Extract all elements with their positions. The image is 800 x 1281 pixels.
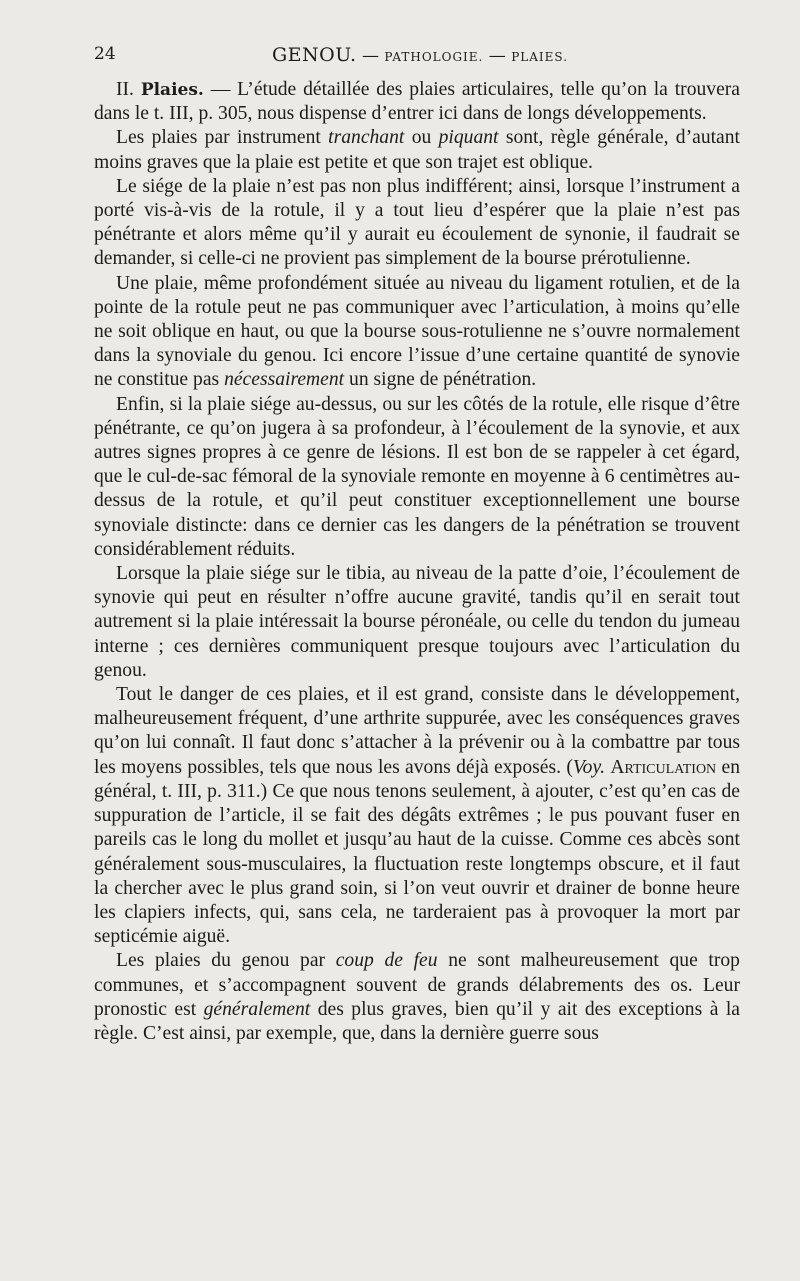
body-text bbox=[94, 78, 740, 1046]
header-title: GENOU. bbox=[272, 44, 357, 66]
paragraph: Les plaies par instrument tranchant ou piquant sont, règle générale, d’autant moins graves que la plaie est petite et que son trajet est oblique. bbox=[94, 127, 740, 173]
running-header bbox=[94, 44, 740, 72]
paragraph: II. Plaies. — L’étude détaillée des plaies articulaires, telle qu’on la trouvera dans le t. III, p. 305, nous dispense d’entrer ici dans de longs développements. bbox=[94, 79, 741, 125]
section-heading: Plaies. bbox=[140, 80, 204, 100]
running-title bbox=[272, 44, 568, 66]
paragraph: Les plaies du genou par coup de feu ne sont malheureusement que trop communes, et s’accompagnent souvent de grands délabrements des os. Leur pronostic est généralement des plus graves, bien qu’il y ait des exceptions à la règle. C’est ainsi, par exemple, que, dans la dernière guerre sous bbox=[94, 950, 740, 1044]
paragraph: Tout le danger de ces plaies, et il est grand, consiste dans le développement, malheureusement fréquent, d’une arthrite suppurée, avec les conséquences graves qu’on lui connaît. Il faut donc s’attacher à la prévenir ou à la combattre par tous les moyens possibles, tels que nous les avons déjà exposés. (Voy. Articulation en général, t. III, p. 311.) Ce que nous tenons seulement, à ajouter, c’est qu’en cas de suppuration de l’article, il se fait des dégâts extrêmes ; le pus pouvant fuser en pareils cas le long du mollet et jusqu’au haut de la cuisse. Comme ces abcès sont généralement sous-musculaires, la fluctuation reste longtemps obscure, et il faut la chercher avec le plus grand soin, si l’on veut ouvrir et drainer de bonne heure les clapiers infects, qui, sans cela, ne tarderaient pas à provoquer la mort par septicémie aiguë. bbox=[94, 684, 740, 948]
heading-number: II. bbox=[116, 79, 134, 100]
paragraph: Le siége de la plaie n’est pas non plus indifférent; ainsi, lorsque l’instrument a porté vis-à-vis de la rotule, il y a tout lieu d’espérer que la plaie n’est pas pénétrante et alors même qu’il y aurait eu écoulement de synonie, il faudrait se demander, si celle-ci ne provient pas simplement de la bourse prérotulienne. bbox=[94, 175, 740, 270]
emphasis: coup de feu bbox=[335, 950, 438, 972]
header-dash: — bbox=[488, 46, 506, 66]
emphasis: nécessairement bbox=[224, 369, 345, 391]
emphasis: tranchant bbox=[328, 127, 405, 149]
page-number: 24 bbox=[94, 44, 116, 64]
header-section: PATHOLOGIE. bbox=[384, 50, 484, 64]
header-subsection: PLAIES. bbox=[511, 50, 569, 64]
emphasis: Voy. bbox=[572, 756, 605, 778]
paragraph: Une plaie, même profondément située au niveau du ligament rotulien, et de la pointe de la rotule peut ne pas communiquer avec l’articulation, à moins qu’elle ne soit oblique en haut, ou que la bourse sous-rotulienne ne s’ouvre normalement dans la synoviale du genou. Ici encore l’issue d’une certaine quantité de synovie ne constitue pas nécessairement un signe de pénétration. bbox=[94, 272, 740, 391]
header-dash: — bbox=[361, 46, 379, 66]
paragraph: Lorsque la plaie siége sur le tibia, au niveau de la patte d’oie, l’écoulement de synovie qui peut en résulter n’offre aucune gravité, tandis qu’il en serait tout autrement si la plaie intéressait la bourse péronéale, ou celle du tendon du jumeau interne ; ces dernières communiquent presque toujours avec l’articulation du genou. bbox=[94, 563, 740, 681]
paragraph: Enfin, si la plaie siége au-dessus, ou sur les côtés de la rotule, elle risque d’être pénétrante, ce qu’on jugera à sa profondeur, à l’écoulement de la synovie, et aux autres signes propres à ce genre de lésions. Il est bon de se rappeler à cet égard, que le cul-de-sac fémoral de la synoviale remonte en moyenne à 6 centimètres au-dessus de la rotule, et qu’il peut constituer exceptionnellement une bourse synoviale distincte: dans ce dernier cas les dangers de la pénétration se trouvent considérablement réduits. bbox=[94, 393, 740, 560]
cross-reference: Articulation bbox=[610, 756, 717, 778]
emphasis: piquant bbox=[438, 127, 499, 149]
emphasis: généralement bbox=[203, 998, 311, 1020]
